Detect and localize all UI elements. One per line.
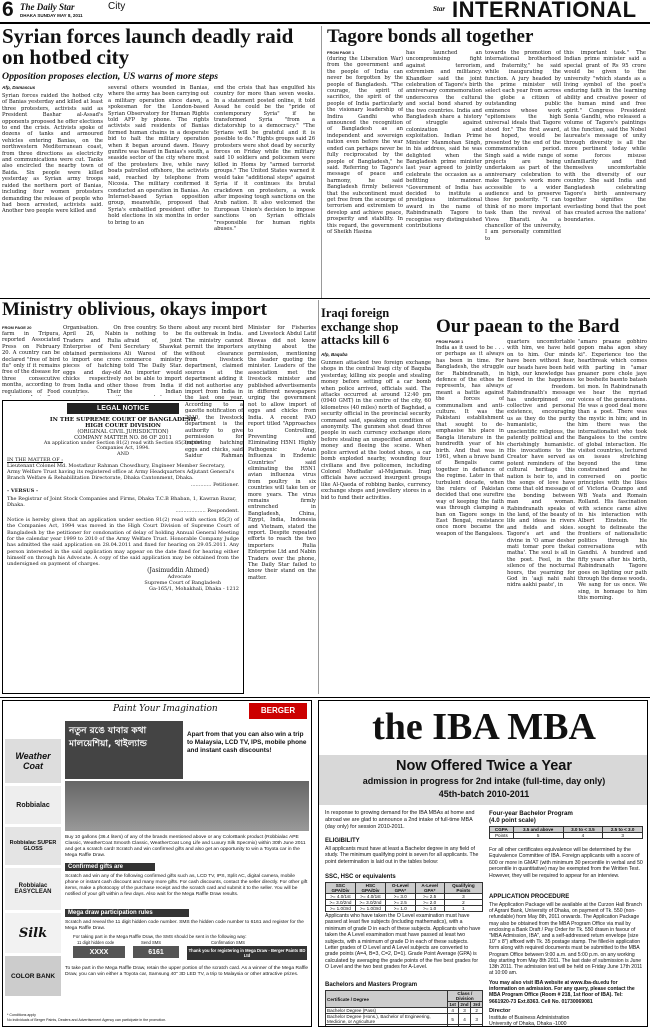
code-box: XXXX	[73, 946, 125, 958]
berger-offer: Apart from that you can also win a trip to Malaysia, LCD TV, IPS, mobile phone and instant cash discounts!	[187, 731, 307, 754]
code-label: 11 digit hidden code	[77, 940, 115, 945]
table-cell: >= 2.0	[415, 900, 444, 906]
legal-in-matter: IN THE MATTER OF :	[7, 457, 63, 463]
syria-subhead: Opposition proposes election, US warns of more steps	[2, 71, 219, 82]
legal-respondent: ................... Respondent.	[175, 508, 239, 515]
berger-footer2: No individuals of Berger Paints, Dealers and Advertisement Agency can participate in the promotion.	[7, 1018, 167, 1022]
berger-tagline: Paint Your Imagination	[113, 704, 218, 714]
table-cell: >= 3.0	[386, 894, 415, 900]
iba-visit: You may also visit IBA website at www.iba-du.edu for information on admission. For any query, please contact the MBA Program Office (Room # 218, 1st floor of IBA). Tel: 9661920-73 Ext.8363. Cell No. 01730069081	[489, 980, 635, 1005]
berger-footer1: * Conditions apply	[7, 1013, 36, 1017]
product-column	[5, 739, 61, 1009]
ssc-head: A-Level GPA*	[415, 883, 444, 894]
mega-text: Scratch and reveal the 11 digit hidden code number. SMS the hidden code number to 6161 and register for the Mega Raffle Draw.	[65, 920, 304, 931]
four-head: CGPA	[490, 827, 514, 833]
ministry-col3: free country. So there is nothing to be afraid of, joint Secretary Shawkat Ali Waresi of the commerce ministry told The Daily Star. An importer would not be able to import those from India if the Indian	[124, 325, 182, 396]
syria-col1: Syrian forces raided the hotbed city of Banias yesterday and killed at least three protesters, activists said as President Bashar al-Assad's opponents proposed he offer elections to end the crisis. Activists spoke of dozens of tanks and armoured vehicles entering Banias, on the northwestern Mediterranean coast, from three directions as electricity and communications were cut. Tanks also encircled the nearby town of Baida. Six people were killed yesterday as Syrian army troops raided the northern port of Banias, including four women protesters demanding the release of people who had been arrested, activists said. Another two people were killed and	[2, 93, 103, 215]
bm-head: 2nd	[458, 1002, 471, 1008]
table-cell: 5	[513, 833, 563, 839]
table-cell: 3	[471, 1014, 483, 1025]
table-cell: 3	[458, 1008, 471, 1014]
table-row	[490, 833, 643, 839]
iba-elig-title: ELIGIBILITY	[325, 838, 360, 844]
iba-ssc-title: SSC, HSC or equivalents	[325, 874, 396, 880]
final-text: To take part in the Mega Raffle Draw, retain the upper portion of the scratch card. As a winner of the Mega Raffle Draw, you can win either a Toyota car, Samsung 40" 3D LED TV, a trip to Malaysia or other attractive prizes.	[65, 966, 309, 977]
bm-head: 3rd	[471, 1002, 483, 1008]
iba-ad	[318, 700, 648, 1027]
paean-from: FROM PAGE 1	[436, 339, 464, 344]
section-title: INTERNATIONAL	[452, 0, 637, 22]
paean-col2: quarters uncomfortable with him, we have held on to him. Our minds have been without fear, our heads have been held high, our knowledge has flowed in the happiness of freedom. Rabindranath's message has underpinned our collective and personal existence, encouraging us as they do the purity humanistic, the unscientific religious, the patently political and the cherishingly humanistic. His invocations to the Creator have served as potent reminders of the cultural heritage this nation is heir to, and in the songs of love have come that old message of the bonding between man and woman. Rabindranath speaks of the land, of the beauty of life and ideas in rivers and fields and skies. Tagore's art and the divine in 'O amar desher mati tomar pore thekai matha'. The soul is all in the poet. Feel, in the silence of the nocturnal hours, the yearning for God in 'aaji nahi nahi nidra aakhi paate', in	[507, 339, 575, 589]
page-number: 6	[2, 0, 14, 21]
legal-notice	[2, 400, 244, 694]
bm-head: Certificate / Degree	[326, 991, 448, 1008]
ssc-head: SSC GPA/Div	[326, 883, 356, 894]
table-cell: 5	[447, 1014, 458, 1025]
iba-bm-title: Bachelors and Masters Program	[325, 982, 418, 988]
table-cell: >= 1.0/3rd	[355, 906, 385, 912]
paean-headline: Our paean to the Bard	[436, 316, 620, 337]
syria-headline: Syrian forces launch deadly raid on hotbed city	[2, 24, 294, 69]
iba-logo: the IBA MBA	[372, 706, 596, 748]
four-head: 3.5 and above	[513, 827, 563, 833]
four-title: Four-year Bachelor Program	[489, 810, 573, 817]
ssc-head: HSC GPA/Div	[355, 883, 385, 894]
star-mark: Star	[433, 5, 446, 13]
paean-col1: India as it used to be . . . or perhaps as it always has been in time. For Bangladesh, the struggle for Rabindranath, in defence of the ethos he represents, has always meant a battle against the forces of communalism and anti-culture. It was the Pakistani establishment that sought to de-emphasise his place in Bangla literature in the hundredth year of his birth. And that was in 1961, when a brave band of Bengalis came together in defiance of the regime. Later in that turbulent decade, when the rulers of Pakistan decided that one surefire way of keeping the faith was through clamping a ban on Tagore songs in East Bengal, resistance once more became the weapon of the Bangalees.	[436, 345, 504, 537]
four-sub: (4.0 point scale)	[489, 817, 536, 824]
iba-proc: The Application Package will be available at the Curzon Hall Branch of Agrani Bank, University of Dhaka, on payment of Tk. 550 (non-refundable) from May 8th, 2011 onwards. The Application Package may also be obtained from the MBA Program Office via mail by enclosing a Bank Draft / Pay Order for Tk. 550 drawn in favour of "MBA Admission, IBA", and a self-addressed return envelope (size 10" x 8") affixed with Tk. 35 postage stamp. The filled-in application form along with required documents must be submitted to the MBA Program Office between 9:00 a.m. and 5:00 p.m. on any working day starting from May 8th 2011. The last date of submission is June 13th 2011. The admission test will be held on Friday June 17th 2011 at 10:00 am.	[489, 902, 643, 977]
table-cell: >= 1.0	[386, 906, 415, 912]
ssc-head: Qualifying Points	[444, 883, 482, 894]
legal-notice-text: Notice is hereby given that an application under section 81(2) read with section 85(3) of the Companies Act, 1994 was moved in the High Court Division of Supreme Court of Bangladesh by the petitioner for condonation of delay of holding Annual General Meeting for the calendar year 1999 to 2010 of the Army Welfare Trust. Honorable Company Judge has admitted the said application on 28.04.2011 and fixed for hearing on 29.05.2011. Any person interested in the said application may appear on the date fixed for hearing either himself on through his Advocate. A copy of the said application may be obtained from the undersigned on payment of charges.	[7, 517, 239, 568]
four-head: 3.0 to < 3.5	[563, 827, 603, 833]
tagore-col2: has launched an uncompromising fight against terrorism, extremism and militancy. Khandker said the joint celebration of Tagore's birth anniversary commemoration underscores the cultural and social bond shared by the two countries. India and Bangladesh share a history of struggle against colonization and exploitation. Indian Prime Minister Manmohan Singh, in his address, said he was delighted when the Bangladesh prime minister last year agreed to jointly celebrate the occasion as a befitting manner. "Government of India has decided to institute a prestigious international award in the name of Rabindranath Tagore to recognise very distinguished contributions	[406, 50, 482, 229]
tagore-col4: this important task." The Indian prime minister said a special grant of Rs 95 crore would be given to the university "which stands as a living symbol of the poet's enduring faith in the learning ability and creative power of the human mind and free spirit." Congress President Sonia Gandhi, who released a volume of Tagore's paintings at the function, said the Nobel laureate's message of unity through diversity is all the more pertinent today while some forces misuse unfamiliarity and find themselves uncomfortable with the diversity of our country. She said India and Bangladesh celebrating Tagore's birth anniversary together signifies the everlasting bond that the poet has created across the nations' boundaries.	[564, 50, 646, 223]
table-cell: >= 1.0/3rd	[326, 906, 356, 912]
table-cell	[471, 1025, 483, 1028]
city-label: City	[108, 1, 126, 12]
four-table	[489, 826, 643, 839]
iba-batch: 45th-batch 2010-2011	[438, 789, 530, 799]
iba-now: Now Offered Twice a Year	[396, 758, 572, 774]
product-silk: Silk	[5, 913, 61, 953]
table-cell: >= 3.0/2nd	[326, 900, 356, 906]
legal-jurisdiction: (ORIGINAL CIVIL JURISDICTION)	[77, 429, 169, 435]
bm-head: 1st	[447, 1002, 458, 1008]
legal-application: An application under Section 81(2) read with Section 85(3)of the Companies Act, 1994.	[43, 441, 203, 451]
bm-class-head: Class / Division	[447, 991, 482, 1002]
iba-director: Director	[489, 1008, 511, 1014]
table-cell: 4	[458, 1014, 471, 1025]
table-cell: >= 2.5	[386, 900, 415, 906]
iraq-byline: Afp, Baquba	[321, 352, 348, 357]
legal-versus: - VERSUS -	[7, 487, 39, 494]
table-cell: >= 4.0/1st	[355, 894, 385, 900]
table-row	[326, 1025, 483, 1028]
iba-elig: All applicants must have at least a Bachelor degree in any field of study. The minimum qualifying point is seven for all applicants. The point determination is laid out in the tables below:	[325, 846, 479, 865]
ministry-col2: Organisation. On April 26, Nabin Traders and Rulia Enterprise of Feni obtained permissions to import one crore pieces of hatching eggs and day-old chicks respectively from India and other countries. Their	[63, 325, 121, 396]
tagore-from: FROM PAGE 1	[327, 50, 355, 55]
table-cell: 3	[444, 894, 482, 900]
table-cell	[326, 1025, 448, 1028]
bm-table	[325, 990, 483, 1027]
legal-division: HIGH COURT DIVISION	[85, 423, 161, 429]
product-colorbank: COLOR BANK	[5, 956, 61, 996]
mega-title: Mega draw participation rules	[65, 909, 189, 917]
send-label: Send SMS	[141, 940, 162, 945]
confirmed-title: Confirmed gifts are	[65, 863, 155, 871]
berger-ad	[2, 700, 312, 1027]
legal-title: LEGAL NOTICE	[67, 403, 179, 414]
table-row	[326, 906, 483, 912]
masthead	[0, 0, 650, 22]
iba-dir2: University of Dhaka, Dhaka -1000	[489, 1021, 567, 1027]
syria-byline: Afp, Damascus	[2, 85, 36, 90]
iraq-headline: Iraqi foreign exchange shop attacks kill 6	[321, 306, 399, 347]
product-robbialac: Robbialac	[5, 786, 61, 824]
iraq-col: Gunmen attacked two foreign exchange shops in the central Iraqi city of Baquba yesterday, killing six people and stealing money before setting off a car bomb when police arrived, officials said. The attacks occurred at around 12:40 pm (0940 GMT) in the centre of the city, 60 kilometres (40 miles) north of Baghdad, a security official in the provincial security command said, speaking on condition of anonymity. The gunmen shot dead three people in each currency exchange store before stealing an unspecified amount of money and fleeing the scene. When police arrived at the looted shops, a car bomb exploded nearby, wounding four civilians and five policemen, including Colonel Mudhafar al-Mujamaie. Iraqi officials have accused insurgent groups like Al-Qaeda of robbing banks, currency exchange shops and jewellery stores in a bid to fund their activities.	[321, 360, 431, 501]
legal-respondent-name: The Registrar of Joint Stock Companies and Firms, Dhaka T.C.B Bhaban, 1, Kawran Bazar, Dhaka.	[7, 495, 237, 508]
table-cell: 4	[447, 1008, 458, 1014]
page-date: DHAKA SUNDAY MAY 8, 2011	[20, 13, 83, 18]
paean-col3: "amaro praane gobhiro gopon maha agon shey ki". Experience too the heartbreak which comes with parting in "amar praaner pore chole jaye ke bosheite basnto batash tei mon. In Rabindranath we hear the myriad voices of the generations. He was a good deal more than a poet. There was the mystic in him; and in him there was the internationalist who took Bangalees to the centre of global interaction. He visited countries, lectured on issues stretching beyond the time constrained and he conversed on poetic principles with the likes of Victoria Ocampo and WB Yeats and Romain Rolland. His fascination with science came alive in his interaction with Albert Einstein. He sought to delineate the frontiers of nationalistic politics through his conversations with Gandhi. A hundred and fifty years after his birth, Rabindranath Tagore goes on lighting our path through the dense woods. We sang for us once. We sing, in homage to him this morning.	[578, 339, 647, 602]
table-cell: 4	[563, 833, 603, 839]
table-row	[326, 1014, 483, 1025]
table-cell: >= 1.0	[415, 906, 444, 912]
tagore-headline: Tagore bonds all together	[327, 26, 534, 47]
four-head: 2.5 to < 3.0	[603, 827, 643, 833]
tagore-col1: (during the Liberation War) from the government and the people of India can never be forgotten by the people of Bangladesh. "The courage, the spirit of sacrifice, the spirit of the people of India particularly the visionary leadership of Indira Gandhi who announced the recognition of Bangladesh as an independent and sovereign nation even before the war ended can perhaps never be fully reciprocated by the people of Bangladesh," he said. Referring to Tagore's message of peace and harmony, he said Bangladesh firmly believes that the subcontinent must get free from the scourge of terrorism and extremism to develop and achieve peace, prosperity and stability. In this regard, the government of Sheikh Hasina	[327, 56, 403, 235]
confirm-box: Thank you for registering in Mega Draw - Berger Paints BD Ltd	[188, 948, 306, 958]
berger-hero-image	[65, 781, 309, 831]
ministry-headline: Ministry oblivious, okays import	[2, 299, 267, 320]
syria-col3: end the crisis that has engulfed his country for more than seven weeks. In a statement posted online, it told Assad he could be the "pride of contemporary Syria" if he transformed Syria "from a dictatorship to a democracy." "The Syrians will be grateful and it is possible to do." Rights groups said 26 protesters were shot dead by security forces on Friday while the military said 10 soldiers and policemen were killed in Homs by "armed terrorist groups." The United States warned it would take "additional steps" against Syria if it continues its brutal crackdown on protesters, a week after imposing tough sanctions on the Arab nation. It also welcomed the European Union's decision to impose sanctions on Syrian officials "responsible for human rights abuses."	[214, 85, 315, 232]
table-cell: 2	[444, 900, 482, 906]
table-cell	[458, 1025, 471, 1028]
legal-signer: (Jasimuddin Ahmed)	[147, 567, 209, 575]
iba-proc-title: APPLICATION PROCEDURE	[489, 894, 570, 900]
legal-petitioner: ............. Petitioner.	[190, 481, 239, 488]
column-rule	[321, 26, 322, 298]
confirmed-text: Scratch and win any of the following confirmed gifts such as, LCD TV, IPS, Split AC, digital camera, mobile phone or instant cash discount and many more gifts. For cash discounts, contact the seller directly. For other gift items, make a photocopy of the purchase receipt and the scratch card and submit it to the seller. You will be notified of your gift within a few days. Also wait for the Mega Raffle Draw results.	[65, 874, 308, 897]
table-cell: 3	[603, 833, 643, 839]
table-cell: >= 4.0/1st	[326, 894, 356, 900]
iba-intro: In response to growing demand for the IBA MBAs at home and abroad we are glad to announce a 2nd intake of full-time MBA (day only) for session 2010-2011.	[325, 810, 475, 830]
ministry-col4: about any recent bird flu outbreak in India. The ministry cannot permit the importers without clearance from livestock department, claimed sources at the department adding it did not authorise any import from India in the last one year. According to a gazette notification of 2010, the livestock department is the authority to give permission for importing hatching eggs and chicks, said Saidur Rahman	[185, 325, 243, 460]
paper-name: The Daily Star	[20, 2, 75, 12]
table-cell: >= 3.0/2nd	[355, 900, 385, 906]
product-easyclean: Robbialac EASYCLEAN	[5, 868, 61, 910]
iba-four-title	[489, 810, 573, 824]
table-cell: >= 2.5	[415, 894, 444, 900]
table-cell: 1	[444, 906, 482, 912]
column-rule	[318, 300, 319, 694]
table-cell: Points	[490, 833, 514, 839]
product-weathercoat: Weather Coat	[5, 739, 61, 783]
sms-intro: For taking part in the Mega Raffle Draw, the SMS should be sent in the following way:	[73, 934, 247, 939]
legal-signer-addr: Ga-165/1, Mohakhali, Dhaka - 1212	[148, 586, 239, 593]
table-cell: Bachelor Degree (Pass)	[326, 1008, 448, 1014]
ssc-table	[325, 882, 483, 912]
table-cell: 2	[471, 1008, 483, 1014]
section-rule	[0, 697, 650, 698]
product-robbialac-gloss: Robbialac SUPER GLOSS	[5, 827, 61, 865]
confirm-label: Confirmation SMS	[211, 940, 245, 945]
legal-signer-title: Advocate	[167, 574, 191, 581]
table-cell	[447, 1025, 458, 1028]
berger-intro: Buy 10 gallons (36.4 liters) of any of the brands mentioned above or any ColorBank product (Robbialac APE Classic, WeatherCoat Smooth Classic, WeatherCoat Long Life and Luxury Silk Specmix) within 30th June 2011 and get a scratch card! Scratch and win confirmed gifts and also get an opportunity to win a Toyota car in the Mega Raffle Draw.	[65, 835, 306, 858]
ministry-col5: Minister for Fisheries and Livestock Abdul Latif Biswas did not know anything about the permission, mentioning the leader quoting the minister. Leaders of the association met the livestock minister and published advertisements in different newspapers urging the government not to allow import of eggs and chicks from India. A recent FAO report titled "Approaches to Controlling, Preventing and Eliminating H5N1 Highly Pathogenic Avian Influenza in Endemic Countries" said eliminating the H5N1 avian influenza virus from poultry in six countries will take ten or more years. The virus remains firmly entrenched in Bangladesh, China, Egypt, India, Indonesia and Vietnam, stated the report. Despite repeated efforts to reach the two importers Rulia Enterprise Ltd and Nabin Traders over the phone, The Daily Star failed to know their stand on the matter.	[248, 325, 316, 581]
ssc-head: O-Level GPA*	[386, 883, 415, 894]
legal-matter: COMPANY MATTER NO. 86 OF 2011	[74, 435, 172, 441]
syria-col2: several others wounded in Banias, where the army has been carrying out a military operation since dawn, a spokesman for the London-based Syrian Observatory for Human Rights told AFP by phone. The rights activists said residents of Banias formed human chains in a desperate bid to halt the military operation when it began around dawn. Heavy gunfire was heard in Banias's south, a seaside sector of the city where most of the protesters live, while navy boats patrolled offshore, the activists said, reached by telephone from Nicosia. The military confirmed it conducted an operation in Banias. An Internet-based Syrian opposition group, meanwhile, proposed that Syria's embattled president offer to hold elections in six months in order to bring to an	[108, 85, 209, 226]
ministry-col1: farm in Tripura, reported Associated Press on February 20. A country can be declared "free of bird flu" only if it remains free of the disease for three consecutive months, according to regulations of Food	[2, 331, 60, 395]
berger-bangla-head: নতুন রঙে যাবার কথা মালয়েশিয়া, থাইল্যান্ড	[65, 721, 183, 779]
legal-signer-org: Supreme Court of Bangladesh	[144, 580, 221, 587]
iba-dir1: Institute of Business Administration	[489, 1015, 570, 1021]
send-box: 6161	[133, 946, 179, 958]
iba-olevel: Applicants who have taken the O Level examination must have passed at least five subjects (including mathematics), with a minimum of grade D in each of these subjects. Applicants who have taken the A Level examination must have passed at least two subjects, with a minimum of grade D in each of these subjects. Letter grades of O Level and A Level subjects are converted to grade points (A=4, B=3, C=2, D=1). Grade Point Average (GPA) is calculated by averaging the grade points of the five best grades for O Level and the two best grades for A-Level.	[325, 913, 481, 971]
ministry-from: FROM PAGE 20	[2, 325, 32, 330]
tagore-col3: towards the promotion of international brotherhood and fraternity," he said while inaugurating the function. A jury headed by the prime minister will select each year from across the globe a citizen of outstanding public eminence whose work "epitomises the high universal ideals that Tagore stood for." The first award, he hoped, would be presented by the end of the commemoration period. Singh said a wide range of projects are being undertaken as part of the anniversary celebration to make Tagore's work more accessible to a wider audience and to preserve those for posterity. "I can think of no more important task than the revival of Visva Bharati. As a chancellor of the university, I am personally committed to	[485, 50, 561, 242]
table-cell: Bachelor Degree (Hons.), Bachelor of Engineering, Medicine, or Agriculture	[326, 1014, 448, 1025]
legal-party: Lieutenant Colonel Md. Mostafizur Rahman Chowdhury, Engineer Member Secretary, Army Welfare Trust having its registered office at Army Headquarters Adjutant General's Branch Welfare & Rehabilitation Directorate, Dhaka Cantonment, Dhaka.	[7, 463, 235, 482]
iba-admission: admission in progress for 2nd intake (full-time, day only)	[362, 776, 606, 786]
iba-other: For all other certificates equivalence will be determined by the Equivalence Committee of IBA. Foreign applicants with a score of 600 or more in GMAT (with minimum 30 percentile in verbal and 50 percentile in quantitative) may be exempted from the Written Test. However, they will be required to appear for an interview.	[489, 847, 643, 879]
legal-and: AND	[117, 451, 129, 457]
berger-logo: BERGER	[249, 703, 307, 719]
legal-court: IN THE SUPREME COURT OF BANGLADESH	[49, 417, 197, 423]
